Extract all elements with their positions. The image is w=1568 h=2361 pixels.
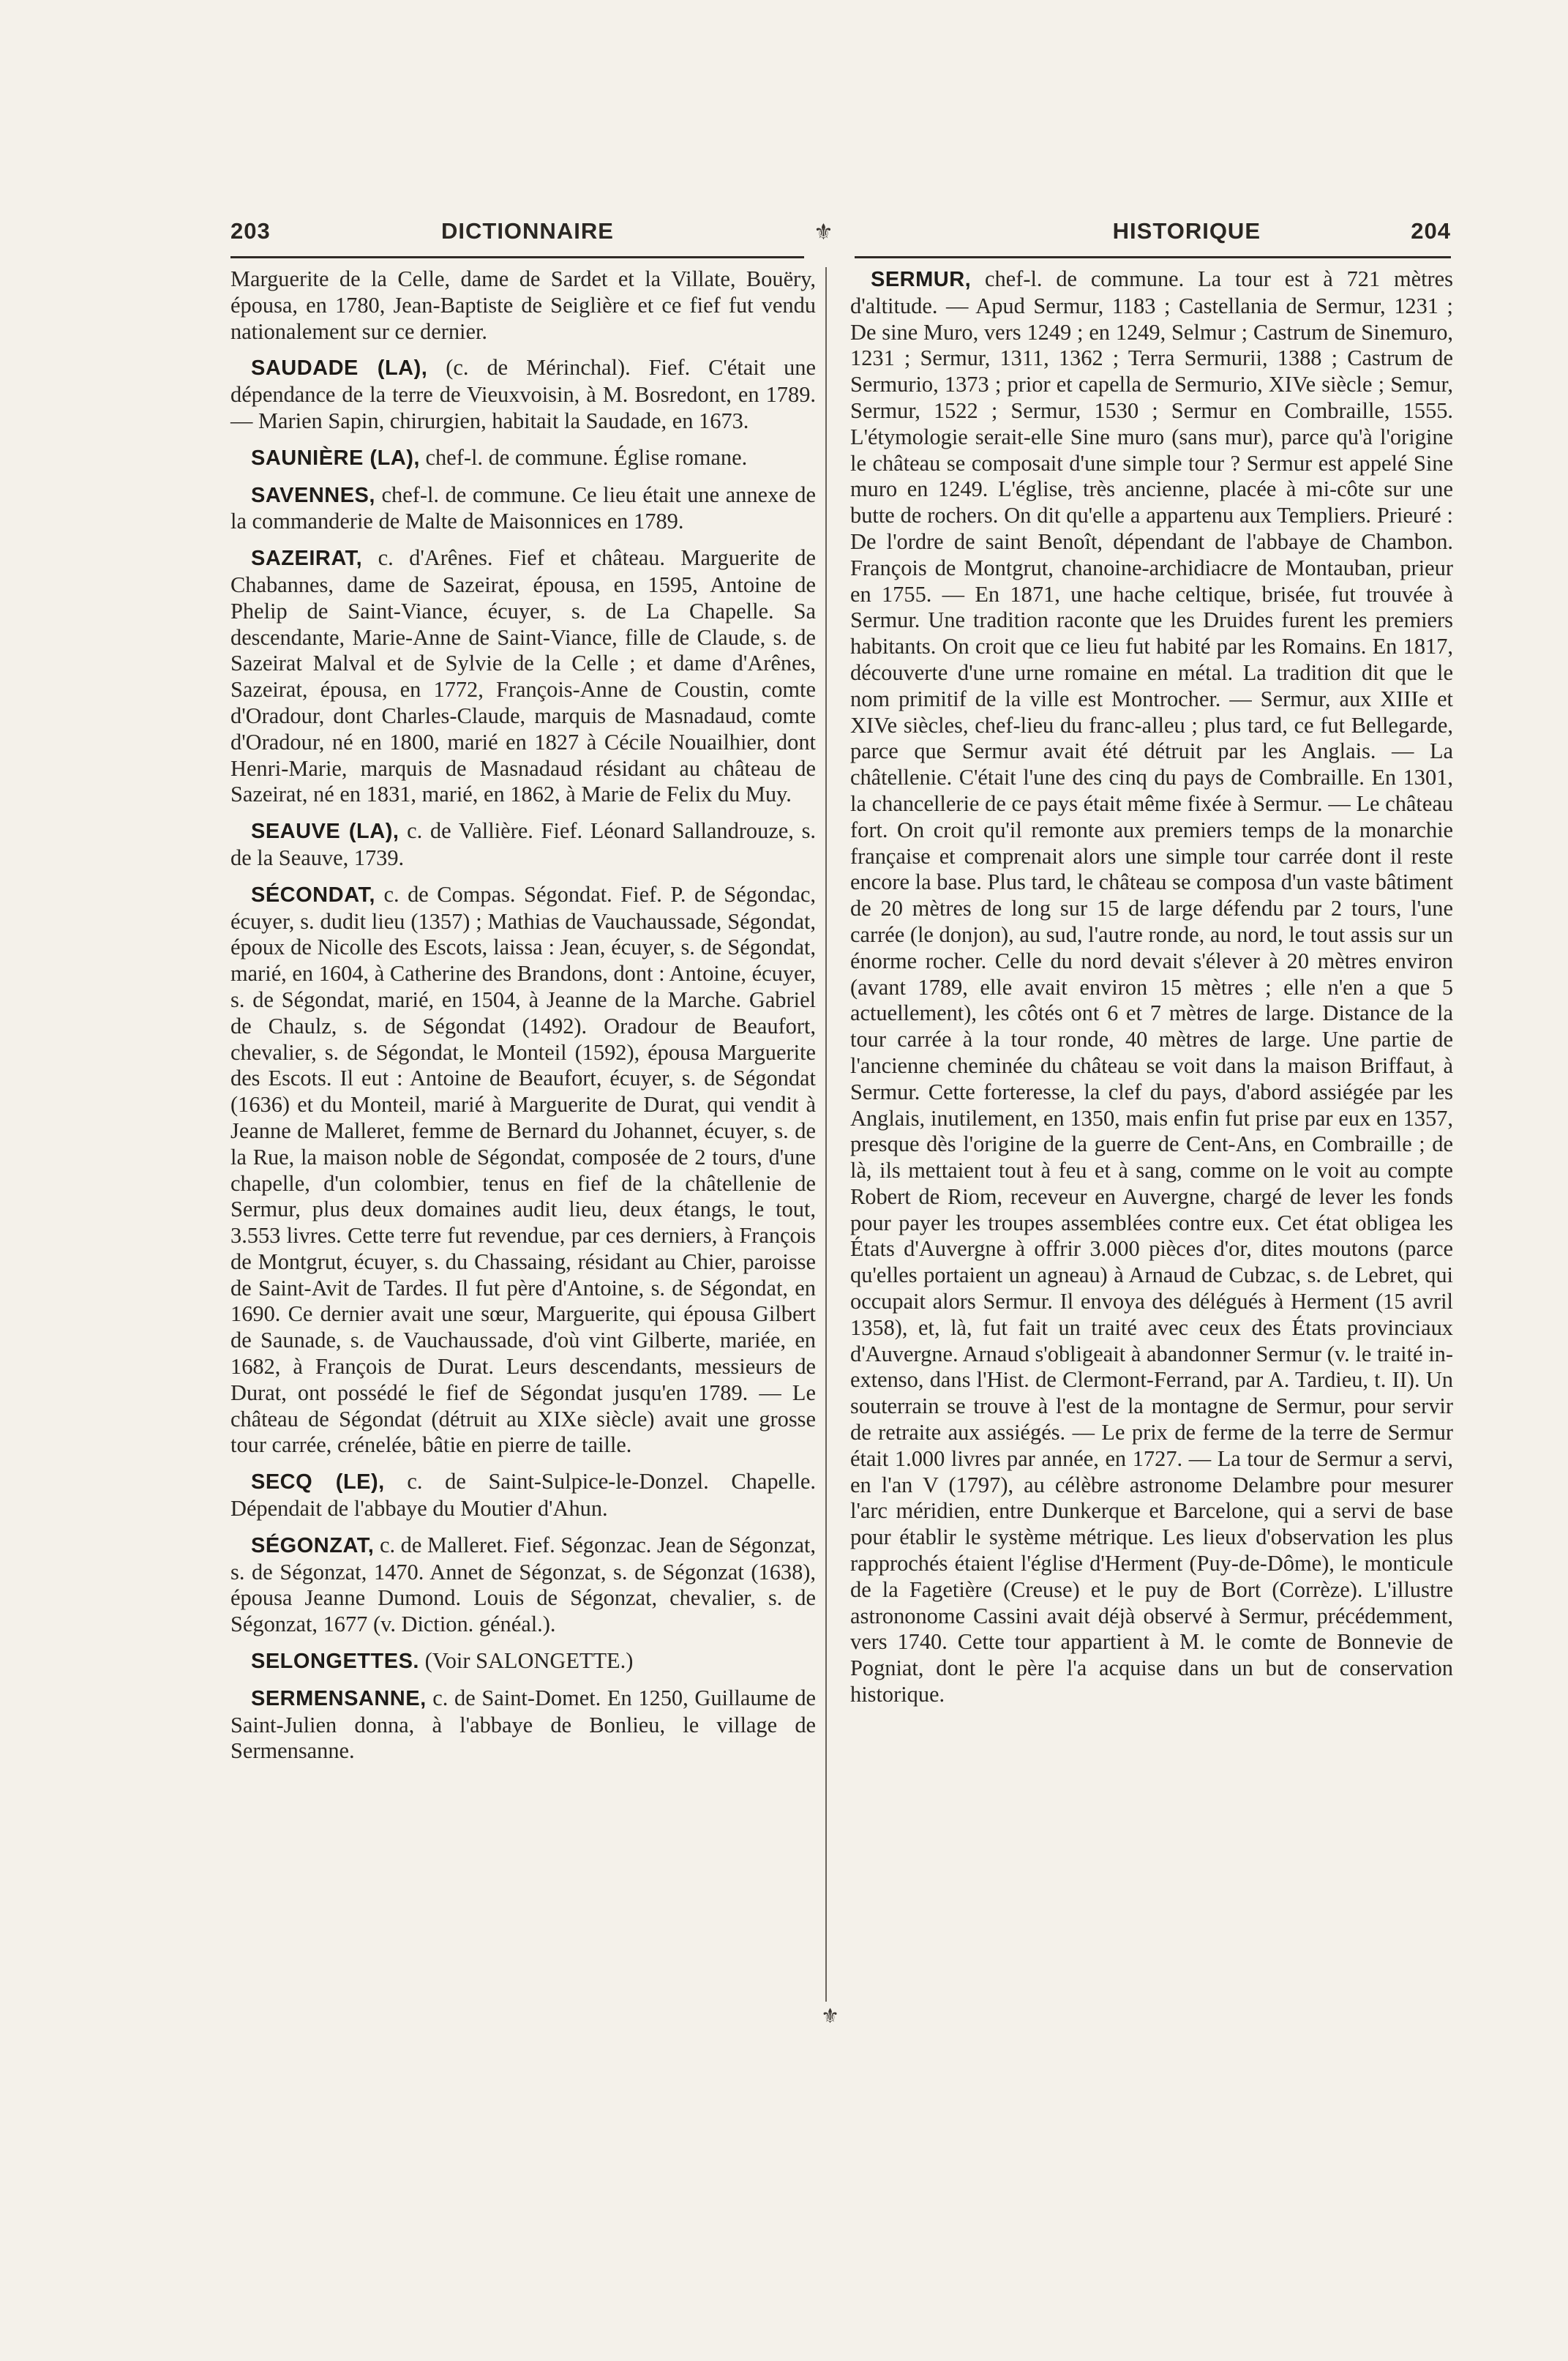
entry-headword: SAVENNES, xyxy=(251,483,375,507)
left-column xyxy=(230,266,816,1767)
entry-text: chef-l. de commune. Ce lieu était une annexe de la commanderie de Malte de Maisonnices en 1789. xyxy=(230,482,816,534)
dictionary-entry-savennes xyxy=(230,482,816,536)
entry-headword: SAUDADE (LA), xyxy=(251,356,428,381)
entry-text: c. d'Arênes. Fief et château. Marguerite de Chabannes, dame de Sazeirat, épousa, en 1595, Antoine de Phelip de Saint-Viance, écuyer, s. de La Chapelle. Sa descendante, Marie-Anne de Saint-Viance, fille de Claude, s. de Sazeirat Malval et de Sylvie de la Celle ; et dame d'Arênes, Sazeirat, épousa, en 1772, François-Anne de Coustin, comte d'Oradour, dont Charles-Claude, marquis de Masnadaud, comte d'Oradour, né en 1800, marié en 1827 à Cécile Nouailhier, dont Henri-Marie, marquis de Masnadaud résidant au château de Sazeirat, né en 1831, marié, en 1862, à Marie de Felix du Muy. xyxy=(230,545,816,807)
entry-text: c. de Malleret. Fief. Ségonzac. Jean de Ségonzat, s. de Ségonzat, 1470. Annet de Ségonzat, s. de Ségonzat (1638), épousa Jeanne Dumond. Louis de Ségonzat, chevalier, s. de Ségonzat, 1677 (v. Diction. généal.). xyxy=(230,1532,816,1637)
dictionary-entry-secondat xyxy=(230,882,816,1459)
dictionary-entry-secq xyxy=(230,1469,816,1522)
bottom-fleuron-icon: ⚜ xyxy=(821,2005,840,2028)
dictionary-entry-sermur xyxy=(850,266,1453,1708)
dictionary-entry-segonzat xyxy=(230,1533,816,1638)
header-rule-right xyxy=(855,256,1451,258)
running-title-right: HISTORIQUE xyxy=(1112,218,1261,244)
entry-text: c. de Saint-Domet. En 1250, Guillaume de Saint-Julien donna, à l'abbaye de Bonlieu, le village de Sermensanne. xyxy=(230,1685,816,1764)
dictionary-entry-sazeirat xyxy=(230,545,816,808)
entry-headword: SEAUVE (LA), xyxy=(251,820,399,844)
running-title-left: DICTIONNAIRE xyxy=(441,218,614,244)
entry-text: (Voir SALONGETTE.) xyxy=(419,1648,634,1674)
page-number-right: 204 xyxy=(1411,218,1451,244)
page-header xyxy=(230,218,1451,252)
dictionary-entry-sauniere xyxy=(230,445,816,472)
dictionary-entry-seauve xyxy=(230,818,816,872)
entry-headword: SAUNIÈRE (LA), xyxy=(251,446,420,470)
entry-headword: SAZEIRAT, xyxy=(251,547,363,571)
entry-text: chef-l. de commune. Église romane. xyxy=(419,444,748,470)
entry-text: c. de Saint-Sulpice-le-Donzel. Chapelle. Dépendait de l'abbaye du Moutier d'Ahun. xyxy=(230,1469,816,1522)
header-rule-left xyxy=(230,256,804,258)
entry-text: c. de Vallière. Fief. Léonard Sallandrouze, s. de la Seauve, 1739. xyxy=(230,818,817,870)
column-divider xyxy=(825,267,827,2002)
entry-headword: SÉGONZAT, xyxy=(251,1533,375,1557)
page-number-left: 203 xyxy=(230,218,271,244)
right-column xyxy=(850,266,1453,1711)
entry-headword: SECQ (LE), xyxy=(251,1470,385,1494)
dictionary-entry-sermensanne xyxy=(230,1685,816,1765)
entry-text: c. de Compas. Ségondat. Fief. P. de Ségondac, écuyer, s. dudit lieu (1357) ; Mathias de Vauchaussade, Ségondat, époux de Nicolle des Escots, laissa : Jean, écuyer, s. de Ségondat, marié, en 1604, à Catherine des Brandons, dont : Antoine, écuyer, s. de Ségondat, marié, en 1504, à Jeanne de la Marche. Gabriel de Chaulz, s. de Ségondat (1492). Oradour de Beaufort, chevalier, s. de Ségondat, le Monteil (1592), épousa Marguerite des Escots. Il eut : Antoine de Beaufort, écuyer, s. de Ségondat (1636) et du Monteil, marié à Marguerite de Durat, qui vendit à Jeanne de Malleret, femme de Bernard du Johannet, écuyer, s. de la Rue, la maison noble de Ségondat, composée de 2 tours, d'une chapelle, d'un colombier, tenus en fief de la châtellenie de Sermur, plus deux domaines audit lieu, deux étangs, le tout, 3.553 livres. Cette terre fut revendue, par ces derniers, à François de Montgrut, écuyer, s. du Chassaing, résidant au Chier, paroisse de Saint-Avit de Tardes. Il fut père d'Antoine, s. de Ségondat, en 1690. Ce dernier avait une sœur, Marguerite, qui épousa Gilbert de Saunade, s. de Vauchaussade, d'où vint Gilberte, mariée, en 1682, à François de Durat. Leurs descendants, messieurs de Durat, ont possédé le fief de Ségondat jusqu'en 1789. — Le château de Ségondat (détruit au XIXe siècle) avait une grosse tour carrée, crénelée, bâtie en pierre de taille. xyxy=(230,881,816,1458)
continued-entry-text: Marguerite de la Celle, dame de Sardet et la Villate, Bouëry, épousa, en 1780, Jean-Baptiste de Seiglière et ce fief fut vendu nationalement sur ce dernier. xyxy=(230,266,816,344)
fleuron-ornament-icon: ⚜ xyxy=(814,220,833,244)
entry-text: (c. de Mérinchal). Fief. C'était une dépendance de la terre de Vieuxvoisin, à M. Bosredont, en 1789. — Marien Sapin, chirurgien, habitait la Saudade, en 1673. xyxy=(230,355,816,433)
dictionary-entry-selongettes xyxy=(230,1648,816,1675)
entry-text: chef-l. de commune. La tour est à 721 mètres d'altitude. — Apud Sermur, 1183 ; Castellania de Sermur, 1231 ; De sine Muro, vers 1249 ; en 1249, Selmur ; Castrum de Sinemuro, 1231 ; Sermur, 1311, 1362 ; Terra Sermurii, 1388 ; Castrum de Sermurio, 1373 ; prior et capella de Sermurio, XIVe siècle ; Semur, Sermur, 1522 ; Sermur, 1530 ; Sermur en Combraille, 1555. L'étymologie serait-elle Sine muro (sans mur), parce qu'à l'origine le château se composait d'une simple tour ? Sermur est appelé Sine muro en 1249. L'église, très ancienne, placée à mi-côte sur une butte de rochers. On dit qu'elle a appartenu aux Templiers. Prieuré : De l'ordre de saint Benoît, dépendant de l'abbaye de Chambon. François de Montgrut, chanoine-archidiacre de Montauban, prieur en 1755. — En 1871, une hache celtique, brisée, fut trouvée à Sermur. Une tradition raconte que les Druides furent les premiers habitants. On croit que ce lieu fut habité par les Romains. En 1817, découverte d'une urne romaine en métal. La tradition dit que le nom primitif de la ville est Montrocher. — Sermur, aux XIIIe et XIVe siècles, chef-lieu du franc-alleu ; plus tard, ce fut Bellegarde, parce que Sermur avait été détruit par les Anglais. — La châtellenie. C'était l'une des cinq du pays de Combraille. En 1301, la chancellerie de ce pays était même fixée à Sermur. — Le château fort. On croit qu'il remonte aux premiers temps de la monarchie française et comprenait alors une simple tour carrée dont il reste encore la base. Plus tard, le château se composa d'un vaste bâtiment de 20 mètres de long sur 15 de large défendu par 2 tours, l'une carrée (le donjon), au sud, l'autre ronde, au nord, le tout assis sur un énorme rocher. Celle du nord devait s'élever à 20 mètres environ (avant 1789, elle avait environ 15 mètres ; elle n'en a que 5 actuellement), les côtés ont 6 et 7 mètres de large. Distance de la tour carrée à la tour ronde, 40 mètres de large. Une partie de l'ancienne cheminée du château se voit dans la maison Briffaut, à Sermur. Cette forteresse, la clef du pays, d'abord assiégée par les Anglais, inutilement, en 1350, mais enfin fut prise par eux en 1357, presque dès l'origine de la guerre de Cent-Ans, en Combraille ; de là, ils mettaient tout à feu et à sang, comme on le voit au compte Robert de Riom, receveur en Auvergne, chargé de lever les fonds pour payer les troupes assemblées contre eux. Cet état obligea les États d'Auvergne à offrir 3.000 pièces d'or, dites moutons (parce qu'elles portaient un agneau) à Arnaud de Cubzac, s. de Lebret, qui occupait alors Sermur. Il envoya des délégués à Herment (15 avril 1358), et, là, fut fait un traité avec ceux des États provinciaux d'Auvergne. Arnaud s'obligeait à abandonner Sermur (v. le traité in-extenso, dans l'Hist. de Clermont-Ferrand, par A. Tardieu, t. II). Un souterrain se trouve à l'est de la montagne de Sermur, pour servir de retraite aux assiégés. — Le prix de ferme de la terre de Sermur était 1.000 livres par année, en 1727. — La tour de Sermur a servi, en l'an V (1797), au célèbre astronome Delambre pour mesurer l'arc méridien, entre Dunkerque et Barcelone, qui a servi de base pour établir le système métrique. Les lieux d'observation les plus rapprochés étaient l'église d'Herment (Puy-de-Dôme), le monticule de la Fagetière (Creuse) et le puy de Bort (Corrèze). L'illustre astrononome Cassini avait déjà observé à Sermur, précédemment, vers 1740. Cette tour appartient à M. le comte de Bonnevie de Pogniat, dont le père l'a acquise dans un but de conservation historique. xyxy=(850,266,1453,1707)
entry-headword: SELONGETTES. xyxy=(251,1650,419,1674)
dictionary-entry-saudade xyxy=(230,355,816,434)
entry-headword: SERMENSANNE, xyxy=(251,1686,427,1710)
entry-headword: SERMUR, xyxy=(871,268,972,291)
entry-headword: SÉCONDAT, xyxy=(251,883,375,907)
